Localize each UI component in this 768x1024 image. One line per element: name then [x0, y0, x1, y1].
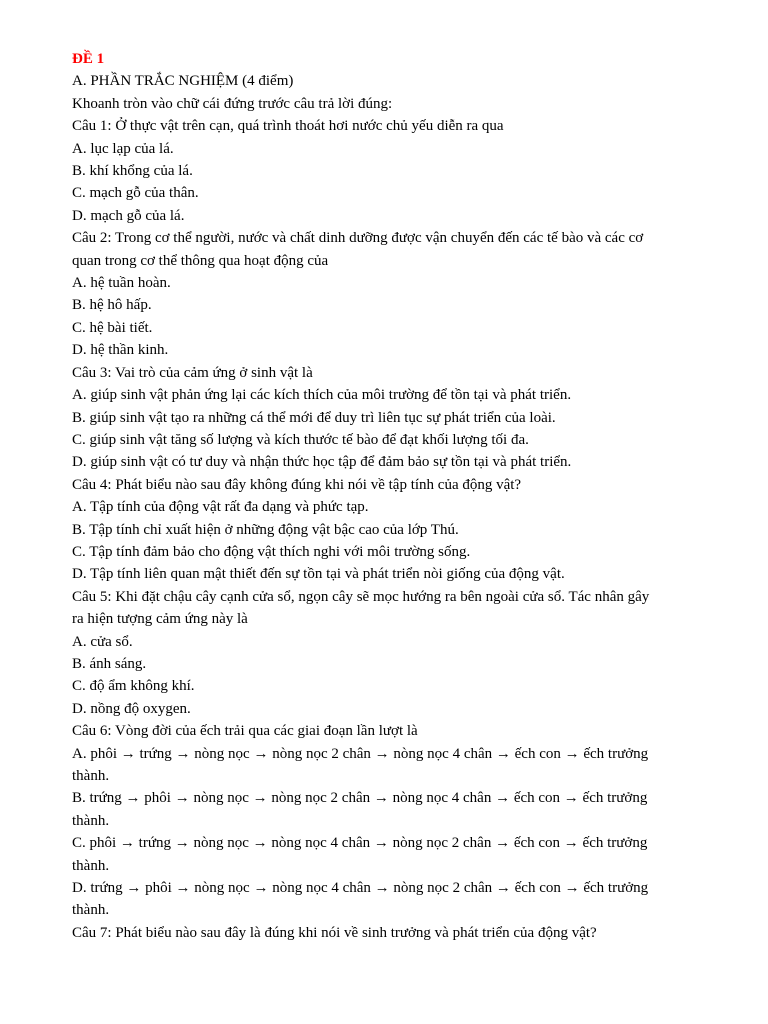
- answer-option: D. mạch gỗ của lá.: [72, 207, 185, 224]
- question-text: Câu 3: Vai trò của cảm ứng ở sinh vật là: [72, 364, 313, 381]
- answer-option: B. trứng → phôi → nòng nọc → nòng nọc 2 chân → nòng nọc 4 chân → ếch con → ếch trưởng: [72, 790, 648, 807]
- answer-option: A. phôi → trứng → nòng nọc → nòng nọc 2 chân → nòng nọc 4 chân → ếch con → ếch trưởng: [72, 745, 649, 762]
- answer-option: D. Tập tính liên quan mật thiết đến sự tồn tại và phát triển nòi giống của động vật.: [72, 566, 565, 583]
- answer-option: D. trứng → phôi → nòng nọc → nòng nọc 4 chân → nòng nọc 2 chân → ếch con → ếch trưởng: [72, 880, 649, 897]
- question-text: quan trong cơ thể thông qua hoạt động của: [72, 252, 329, 269]
- answer-option: A. Tập tính của động vật rất đa dạng và phức tạp.: [72, 499, 369, 516]
- question-text: Câu 6: Vòng đời của ếch trải qua các giai đoạn lần lượt là: [72, 723, 418, 740]
- question-text: Câu 5: Khi đặt chậu cây cạnh cửa sổ, ngọn cây sẽ mọc hướng ra bên ngoài cửa sổ. Tác nhân gây: [72, 588, 650, 605]
- answer-option: D. giúp sinh vật có tư duy và nhận thức học tập để đảm bảo sự tồn tại và phát triển.: [72, 454, 572, 471]
- answer-option: A. cửa sổ.: [72, 633, 133, 650]
- answer-option: thành.: [72, 768, 110, 784]
- question-text: Câu 4: Phát biểu nào sau đây không đúng khi nói về tập tính của động vật?: [72, 476, 522, 493]
- answer-option: C. Tập tính đảm bảo cho động vật thích nghi với môi trường sống.: [72, 543, 471, 560]
- instruction-text: Khoanh tròn vào chữ cái đứng trước câu trả lời đúng:: [72, 95, 393, 112]
- answer-option: B. ánh sáng.: [72, 655, 147, 672]
- answer-option: D. hệ thần kinh.: [72, 342, 169, 359]
- answer-option: thành.: [72, 902, 110, 919]
- question-block: [72, 362, 712, 474]
- question-text: Câu 7: Phát biểu nào sau đây là đúng khi nói về sinh trưởng và phát triển của động vật?: [72, 924, 597, 941]
- question-block: [72, 227, 712, 361]
- answer-option: B. hệ hô hấp.: [72, 297, 152, 314]
- answer-option: C. hệ bài tiết.: [72, 319, 153, 336]
- question-block: [72, 586, 712, 720]
- answer-option: B. khí khổng của lá.: [72, 163, 193, 180]
- answer-option: A. lục lạp của lá.: [72, 140, 174, 157]
- question-block: [72, 115, 712, 227]
- answer-option: C. độ ẩm không khí.: [72, 678, 195, 695]
- question-block: [72, 720, 712, 922]
- answer-option: thành.: [72, 857, 110, 874]
- document-page: [72, 48, 712, 944]
- question-block: [72, 474, 712, 586]
- question-text: Câu 1: Ở thực vật trên cạn, quá trình thoát hơi nước chủ yếu diễn ra qua: [72, 118, 504, 135]
- answer-option: C. giúp sinh vật tăng số lượng và kích thước tế bào để đạt khối lượng tối đa.: [72, 431, 529, 448]
- answer-option: C. mạch gỗ của thân.: [72, 185, 199, 202]
- answer-option: B. giúp sinh vật tạo ra những cá thể mới để duy trì liên tục sự phát triển của loài.: [72, 409, 556, 426]
- section-heading: A. PHẦN TRẮC NGHIỆM (4 điểm): [72, 73, 294, 90]
- answer-option: thành.: [72, 812, 110, 829]
- answer-option: C. phôi → trứng → nòng nọc → nòng nọc 4 chân → nòng nọc 2 chân → ếch con → ếch trưởng: [72, 835, 648, 852]
- answer-option: D. nồng độ oxygen.: [72, 700, 191, 717]
- answer-option: A. hệ tuần hoàn.: [72, 275, 171, 292]
- question-text: Câu 2: Trong cơ thể người, nước và chất dinh dưỡng được vận chuyển đến các tế bào và các cơ: [72, 230, 644, 247]
- answer-option: A. giúp sinh vật phản ứng lại các kích thích của môi trường để tồn tại và phát triển.: [72, 387, 572, 404]
- exam-title: ĐỀ 1: [72, 51, 105, 67]
- question-list: [72, 115, 712, 944]
- question-block: [72, 922, 712, 944]
- question-text: ra hiện tượng cảm ứng này là: [72, 611, 248, 628]
- answer-option: B. Tập tính chỉ xuất hiện ở những động vật bậc cao của lớp Thú.: [72, 521, 459, 538]
